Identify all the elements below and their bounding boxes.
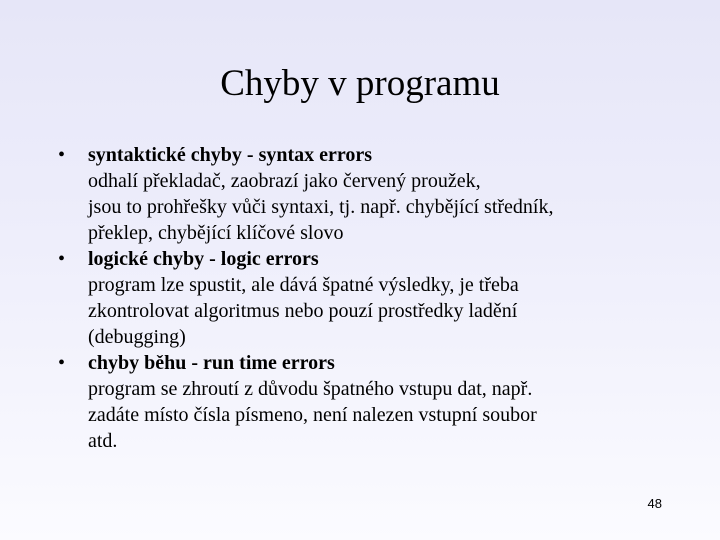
bullet-line: program se zhroutí z důvodu špatného vstupu dat, např. [88,378,533,400]
bullet-heading: syntaktické chyby - syntax errors [88,144,373,166]
bullet-line: atd. [88,430,118,452]
page-number: 48 [647,496,662,511]
bullet-line: překlep, chybějící klíčové slovo [88,222,344,244]
bullet-icon: • [58,352,66,374]
bullet-item [58,142,678,246]
bullet-description [88,376,678,454]
bullet-icon: • [58,144,66,166]
bullet-icon: • [58,248,66,270]
bullet-description [88,168,678,246]
bullet-description [88,272,678,350]
bullet-line: odhalí překladač, zaobrazí jako červený proužek, [88,170,481,192]
slide-title: Chyby v programu [220,63,500,104]
bullet-list [58,142,678,454]
bullet-line: zadáte místo čísla písmeno, není nalezen vstupní soubor [88,404,537,426]
bullet-line: zkontrolovat algoritmus nebo pouzí prostředky ladění [88,300,518,322]
bullet-item [58,350,678,454]
bullet-heading: logické chyby - logic errors [88,248,319,270]
bullet-line: jsou to prohřešky vůči syntaxi, tj. např. chybějící středník, [88,196,554,218]
bullet-line: program lze spustit, ale dává špatné výsledky, je třeba [88,274,519,296]
bullet-heading: chyby běhu - run time errors [88,352,335,374]
bullet-line: (debugging) [88,326,186,348]
bullet-item [58,246,678,350]
